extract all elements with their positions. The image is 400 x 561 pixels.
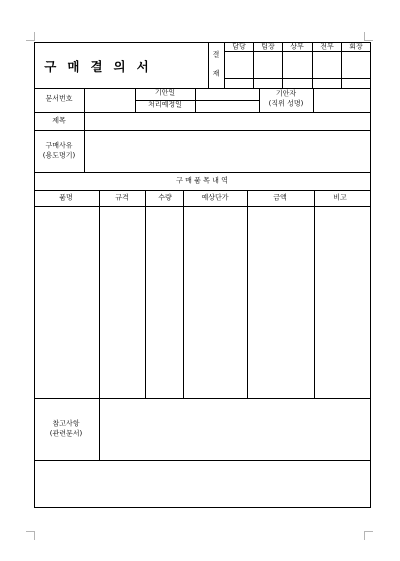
crop-mark-bottom-left <box>26 531 35 540</box>
approval-col-1 <box>253 42 254 88</box>
items-col-divider-5 <box>314 190 315 398</box>
items-header-bottom-line <box>34 206 371 207</box>
subject-label: 제목 <box>52 116 66 125</box>
approval-label-divider <box>224 42 225 88</box>
col-header-item-name: 품명 <box>59 193 73 202</box>
drafter-divider <box>313 88 314 112</box>
items-col-divider-3 <box>183 190 184 398</box>
items-col-divider-2 <box>145 190 146 398</box>
reason-label-line2: (용도명기) <box>42 151 76 160</box>
crop-mark-top-right <box>364 32 373 41</box>
draft-date-label: 기안일 <box>154 88 176 97</box>
approval-role-managing-director: 상무 <box>290 42 304 51</box>
subject-divider <box>84 112 85 130</box>
col-header-quantity: 수량 <box>158 193 172 202</box>
approval-col-2 <box>282 42 283 88</box>
items-col-divider-1 <box>99 190 100 398</box>
approval-label-bottom: 재 <box>212 69 220 78</box>
items-bottom-line <box>34 398 371 399</box>
drafter-label-line1: 기안자 <box>275 89 297 98</box>
purchase-request-form <box>34 42 371 508</box>
items-col-divider-4 <box>247 190 248 398</box>
doc-number-label: 문서번호 <box>45 94 73 103</box>
crop-mark-bottom-right <box>364 531 373 540</box>
approval-role-staff: 담당 <box>232 42 246 51</box>
col-header-remarks: 비고 <box>333 193 347 202</box>
approval-role-senior-director: 전무 <box>320 42 334 51</box>
approval-role-chairman: 회장 <box>349 42 363 51</box>
date-label-divider <box>195 88 196 112</box>
approval-label-top: 결 <box>212 50 220 59</box>
items-title-bottom-line <box>34 190 371 191</box>
items-section-title: 구 매 품 목 내 역 <box>176 176 228 185</box>
approval-role-team-lead: 팀장 <box>261 42 275 51</box>
reference-bottom-line <box>34 460 371 461</box>
crop-mark-top-left <box>26 32 35 41</box>
form-border-bottom <box>34 507 371 508</box>
approval-col-3 <box>312 42 313 88</box>
col-header-unit-price: 예상단가 <box>201 193 229 202</box>
process-date-label: 처리예정일 <box>148 100 182 109</box>
reference-label-line2: (관련문서) <box>49 429 83 438</box>
form-title: 구매결의서 <box>44 59 160 74</box>
col-header-spec: 규격 <box>115 193 129 202</box>
reference-label-line1: 참고사항 <box>52 419 80 428</box>
approval-col-4 <box>341 42 342 88</box>
col-header-amount: 금액 <box>273 193 287 202</box>
title-divider <box>208 42 209 88</box>
approval-sign-line <box>224 78 371 79</box>
drafter-label-line2: (직위 성명) <box>268 99 304 108</box>
reason-divider <box>84 130 85 172</box>
reason-label-line1: 구매사유 <box>45 141 73 150</box>
doc-number-divider <box>84 88 85 112</box>
date-row-divider <box>135 100 259 101</box>
reference-divider <box>99 398 100 460</box>
reason-row-bottom-line <box>34 172 371 173</box>
date-value-divider <box>259 88 260 112</box>
